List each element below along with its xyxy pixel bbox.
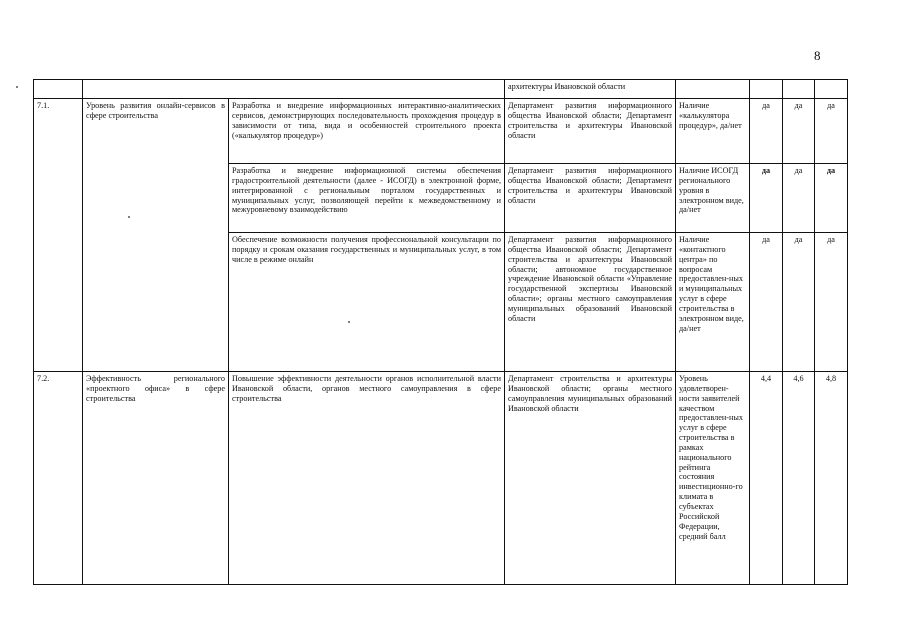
- measure-cell: Наличие ИСОГД регионального уровня в электронном виде, да/нет: [676, 164, 750, 233]
- responsible-cell: Департамент развития информационного общества Ивановской области; Департамент строительства и архитектуры Ивановской области; автономное государственное учреждение Ивановской области «Управление государственной экспертизы Ивановской области»; органы местного самоуправления муниципальных образований Ивановской области: [505, 233, 676, 372]
- scan-speck: [16, 86, 18, 88]
- value-cell: да: [750, 164, 783, 233]
- value-cell: да: [815, 99, 848, 164]
- responsible-cell: Департамент развития информационного общества Ивановской области; Департамент строительства и архитектуры Ивановской области: [505, 164, 676, 233]
- table-row: [34, 80, 848, 99]
- value-cell: да: [815, 164, 848, 233]
- table-row: [34, 99, 848, 164]
- activity-cell: Повышение эффективности деятельности органов исполнительной власти Ивановской области, органов местного самоуправления в сфере строительства: [229, 372, 505, 585]
- table-cell: [83, 80, 505, 99]
- activity-cell: Разработка и внедрение информационных интерактивно-аналитических сервисов, демонстрирующих последовательность прохождения процедур в зависимости от типа, вида и особенностей строительного проекта («калькулятор процедур»): [229, 99, 505, 164]
- responsible-cell: Департамент развития информационного общества Ивановской области; Департамент строительства и архитектуры Ивановской области: [505, 99, 676, 164]
- page-number: 8: [814, 48, 821, 63]
- table-row: [34, 372, 848, 585]
- activity-cell: Обеспечение возможности получения профессиональной консультации по порядку и срокам оказания государственных и муниципальных услуг, в том числе в режиме онлайн: [229, 233, 505, 372]
- value-cell: 4,8: [815, 372, 848, 585]
- table-cell: [750, 80, 783, 99]
- row-number: 7.2.: [34, 372, 83, 585]
- responsible-cell: архитектуры Ивановской области: [505, 80, 676, 99]
- table-cell: [676, 80, 750, 99]
- table-cell: [815, 80, 848, 99]
- value-cell: да: [750, 99, 783, 164]
- row-number: 7.1.: [34, 99, 83, 372]
- value-cell: 4,6: [783, 372, 815, 585]
- table-cell: [783, 80, 815, 99]
- value-cell: да: [783, 164, 815, 233]
- value-cell: да: [783, 233, 815, 372]
- value-cell: да: [750, 233, 783, 372]
- indicator-name: Эффективность регионального «проектного офиса» в сфере строительства: [83, 372, 229, 585]
- measure-cell: Наличие «калькулятора процедур», да/нет: [676, 99, 750, 164]
- value-cell: да: [815, 233, 848, 372]
- value-cell: 4,4: [750, 372, 783, 585]
- indicators-table: [33, 79, 848, 585]
- responsible-cell: Департамент строительства и архитектуры Ивановской области; органы местного самоуправления муниципальных образований Ивановской области: [505, 372, 676, 585]
- value-cell: да: [783, 99, 815, 164]
- table-cell: [34, 80, 83, 99]
- indicator-name: Уровень развития онлайн-сервисов в сфере строительства: [83, 99, 229, 372]
- measure-cell: Уровень удовлетворен-ности заявителей качеством предоставлен-ных услуг в сфере строительства в рамках национального рейтинга состояния инвестиционно-го климата в субъектах Российской Федерации, средний балл: [676, 372, 750, 585]
- activity-cell: Разработка и внедрение информационной системы обеспечения градостроительной деятельности (далее - ИСОГД) в электронной форме, интегрированной с региональным порталом государственных и муниципальных услуг, позволяющей перейти к межведомственному и межуровневому взаимодействию: [229, 164, 505, 233]
- measure-cell: Наличие «контактного центра» по вопросам предоставлен-ных и муниципальных услуг в сфере строительства в электронном виде, да/нет: [676, 233, 750, 372]
